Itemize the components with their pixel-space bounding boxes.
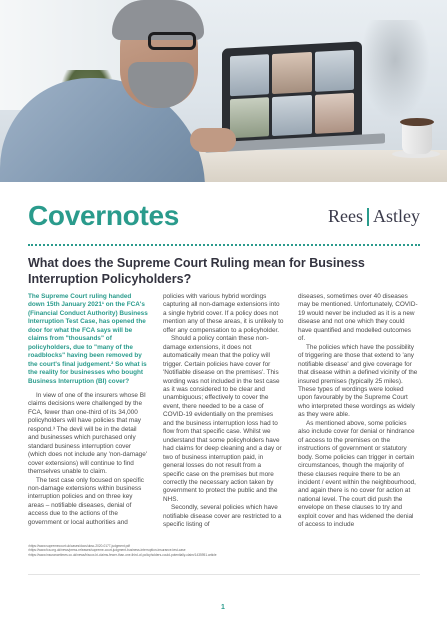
coffee-mug-rim [400,118,434,126]
paragraph: The policies which have the possibility of triggering are those that extend to 'any notifiable disease' and give coverage for that disease within a defined vicinity of the insured premises (typically 25 miles). These types of wordings were looked upon favourably by the Supreme Court who interpreted these wordings as widely as they were able. [298,343,418,419]
publication-title: Covernotes [28,200,180,231]
page-number: 1 [221,604,225,611]
footer-rule [28,574,420,575]
column-2 [163,293,284,530]
paragraph: policies with various hybrid wordings capturing all non-damage extensions into a single hybrid cover. If a policy does not mention any of these areas, it is unlikely to offer any compensation to a policyholder. [163,293,284,334]
footnote-link[interactable]: ²https://www.fca.org.uk/news/press-releases/supreme-court-judgment-business-interruption-insurance-test-case [28,548,186,553]
logo-divider [367,208,369,226]
article-body [28,293,420,541]
lead-paragraph: The Supreme Court ruling handed down 15th January 2021¹ on the FCA's (Financial Conduct Authority) Business Interruption Test Case, has opened the door for what the FCA says will be claims from "thousands" of policyholders, due to "many of the roadblocks" having been removed by the court's final judgement.² So what is the reality for businesses who bought Business Interruption (BI) cover? [28,293,148,385]
video-tile [315,50,354,92]
video-tile [230,54,269,96]
paragraph: diseases, sometimes over 40 diseases may be mentioned. Unfortunately, COVID-19 would never be included as it is a new disease and not one which they could have quantified and modelled outcomes of. [298,293,418,343]
footnote-link[interactable]: ³https://www.insurancetimes.co.uk/news/hiscox-bi-claims-fewer-than-one-third-of-policyholders-could-potentially-claim/1435951.article [28,552,217,557]
column-1 [28,293,149,527]
paragraph: The test case only focused on specific non-damage extensions within business interruption policies and on three key areas – notifiable diseases, denial of access due to the actions of the government or local authorities and [28,476,144,526]
video-tile [272,52,311,94]
masthead [28,196,420,242]
paragraph: As mentioned above, some policies also include cover for denial or hindrance of access to the premises on the instructions of government or statutory body. Some policies can trigger in certain circumstances, though the majority of these clauses require there to be an incident / event within the neighbourhood, and again there is no cover for action at national level. The court did push the envelope on these clauses to try and exploit cover and has widened the denial of access to include [298,419,416,529]
footnotes [28,544,420,557]
paragraph: In view of one of the insurers whose BI claims decisions were challenged by the FCA, fewer than one-third of its 34,000 policyholders will have policies that may respond.³ The devil will be in the detail and businesses which purchased only standard business interruption cover (which does not include any 'non-damage' cover extensions) will continue to find themselves unable to claim. [28,391,147,476]
video-tile [315,92,354,134]
glasses [148,32,196,50]
company-logo [328,206,420,227]
article-headline: What does the Supreme Court Ruling mean for Business Interruption Policyholders? [28,256,365,286]
background-figure [360,20,430,120]
footnote-link[interactable]: ¹https://www.supremecourt.uk/cases/docs/uksc-2020-0177-judgment.pdf [28,544,131,548]
hero-photo [0,0,447,182]
video-call-screen [230,50,354,138]
dotted-divider [28,244,420,246]
video-tile [230,97,269,139]
logo-word-right: Astley [373,206,420,226]
logo-word-left: Rees [328,206,363,226]
paragraph: Should a policy contain these non-damage extensions, it does not automatically mean that the policy will trigger. Certain policies have cover for 'Notifiable disease on the premises'. This wording was not included in the test case as it was considered to be clear and unambiguous; effectively to cover the event, there needed to be a case of COVID-19 evidentially on the premises and the business interruption loss had to flow from that specific case. Whilst we understand that some policyholders have had claims for deep cleaning and a day or two of business interruption paid, in general losses do not result from a specific case on the premises but more correctly the necessary action taken by government to protect the public and the NHS. [163,335,282,503]
coffee-mug [402,122,432,154]
person-hand [190,128,236,152]
column-3 [298,293,419,530]
video-tile [272,94,311,136]
laptop [222,41,362,148]
paragraph: Secondly, several policies which have notifiable disease cover are restricted to a specific listing of [163,504,282,529]
